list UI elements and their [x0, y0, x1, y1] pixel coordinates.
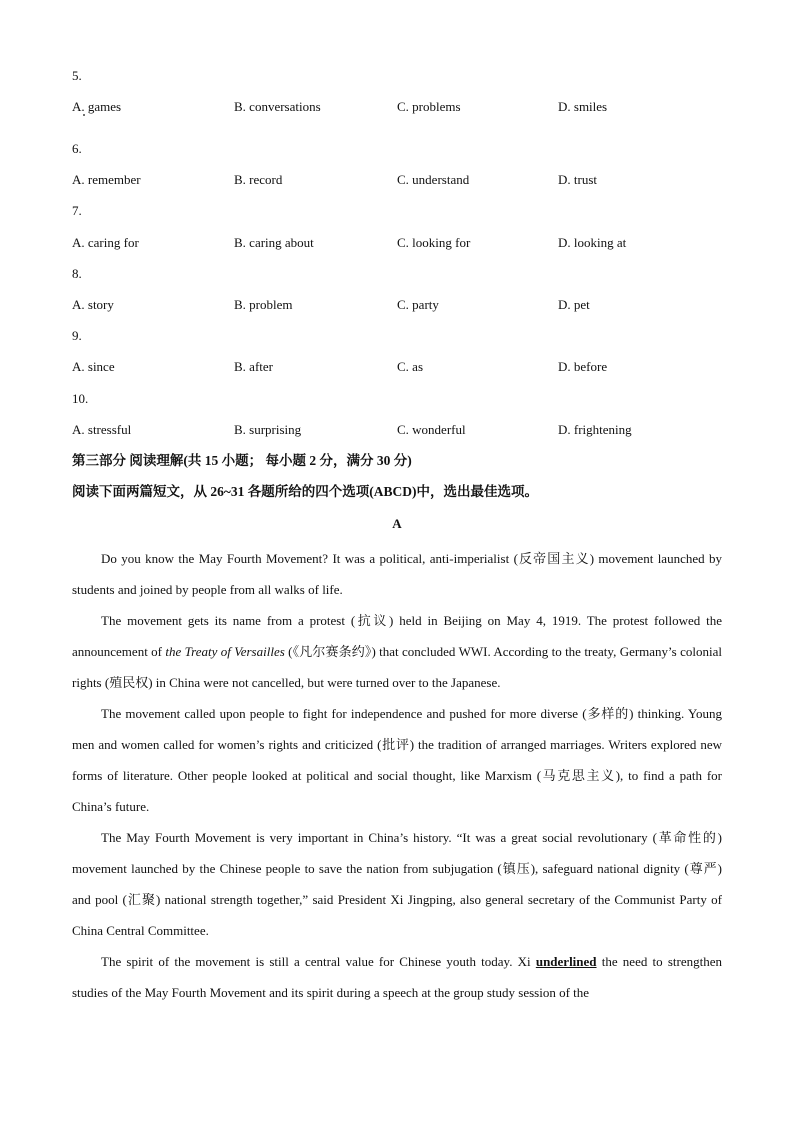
option-d: D. trust [558, 172, 597, 187]
question-number: 5. [72, 68, 82, 83]
question-6-options [72, 170, 732, 190]
question-number: 10. [72, 391, 89, 406]
paragraph-4: The May Fourth Movement is very important in China’s history. “It was a great social revolutionary (革命性的) movement launched by the Chinese people to save the nation from subjugation (镇压), safeguard national dignity (尊严) and pool (汇聚) national strength together,” said President Xi Jingping, also general secretary of the Communist Party of China Central Committee. [72, 830, 722, 938]
question-number: 7. [72, 203, 82, 218]
paragraph-5 [72, 946, 722, 1008]
section-instruction: 阅读下面两篇短文，从 26~31 各题所给的四个选项(ABCD)中，选出最佳选项。 [72, 484, 539, 499]
paragraph-5-text-end: the need to strengthen studies of the May Fourth Movement and its spirit during a speech at the group study session of the [72, 954, 722, 1000]
option-d: D. looking at [558, 235, 627, 250]
option-b: B. caring about [234, 235, 314, 250]
question-5-number [72, 66, 732, 86]
question-number: 9. [72, 328, 82, 343]
option-b: B. surprising [234, 422, 302, 437]
passage-a [72, 543, 722, 1008]
question-number: 6. [72, 141, 82, 156]
question-10-options [72, 420, 732, 440]
question-8-options [72, 295, 732, 315]
option-a: A. story [72, 297, 114, 312]
option-c: C. looking for [397, 235, 471, 250]
question-7-options [72, 233, 732, 253]
paragraph-5-text-start: The spirit of the movement is still a central value for Chinese youth today. Xi [101, 954, 536, 969]
option-a: A. since [72, 359, 115, 374]
option-d: D. smiles [558, 99, 608, 114]
option-a: A. caring for [72, 235, 139, 250]
option-a: A. stressful [72, 422, 132, 437]
paragraph-2 [72, 605, 722, 698]
treaty-title: the Treaty of Versailles [165, 644, 285, 659]
option-c: C. wonderful [397, 422, 466, 437]
question-5-options [72, 97, 732, 117]
paragraph-1: Do you know the May Fourth Movement? It was a political, anti-imperialist (反帝国主义) movement launched by students and joined by people from all walks of life. [72, 551, 722, 597]
option-d: D. before [558, 359, 608, 374]
option-c: C. understand [397, 172, 470, 187]
option-d: D. pet [558, 297, 590, 312]
question-9-number [72, 326, 732, 346]
passage-label: A [392, 516, 402, 531]
question-9-options [72, 357, 732, 377]
question-8-number [72, 264, 732, 284]
question-7-number [72, 201, 732, 221]
option-c: C. problems [397, 99, 461, 114]
option-b: B. conversations [234, 99, 321, 114]
underlined-word: underlined [535, 954, 597, 969]
option-b: B. record [234, 172, 283, 187]
option-d: D. frightening [558, 422, 632, 437]
paragraph-2-text-end: (《凡尔赛条约》) that concluded WWI. According to the treaty, Germany’s colonial rights (殖民权) in China were not cancelled, but were turned over to the Japanese. [72, 644, 722, 690]
paragraph-2-text-start: The movement gets its name from a protest (抗议) held in Beijing on May 4, 1919. The protest followed the announcement of [72, 613, 722, 659]
question-6-number [72, 139, 732, 159]
option-c: C. as [397, 359, 423, 374]
option-a: A. games [72, 99, 122, 114]
option-c: C. party [397, 297, 439, 312]
option-b: B. problem [234, 297, 293, 312]
question-10-number [72, 389, 732, 409]
question-number: 8. [72, 266, 82, 281]
option-b: B. after [234, 359, 273, 374]
stray-dot [83, 114, 85, 116]
section-title: 第三部分 阅读理解(共 15 小题； 每小题 2 分，满分 30 分) [72, 453, 412, 468]
paragraph-3: The movement called upon people to fight for independence and pushed for more diverse (多样的) thinking. Young men and women called for women’s rights and criticized (批评) the tradition of arranged marriages. Writers explored new forms of literature. Other people looked at political and social thought, like Marxism (马克思主义), to find a path for China’s future. [72, 706, 722, 814]
option-a: A. remember [72, 172, 141, 187]
